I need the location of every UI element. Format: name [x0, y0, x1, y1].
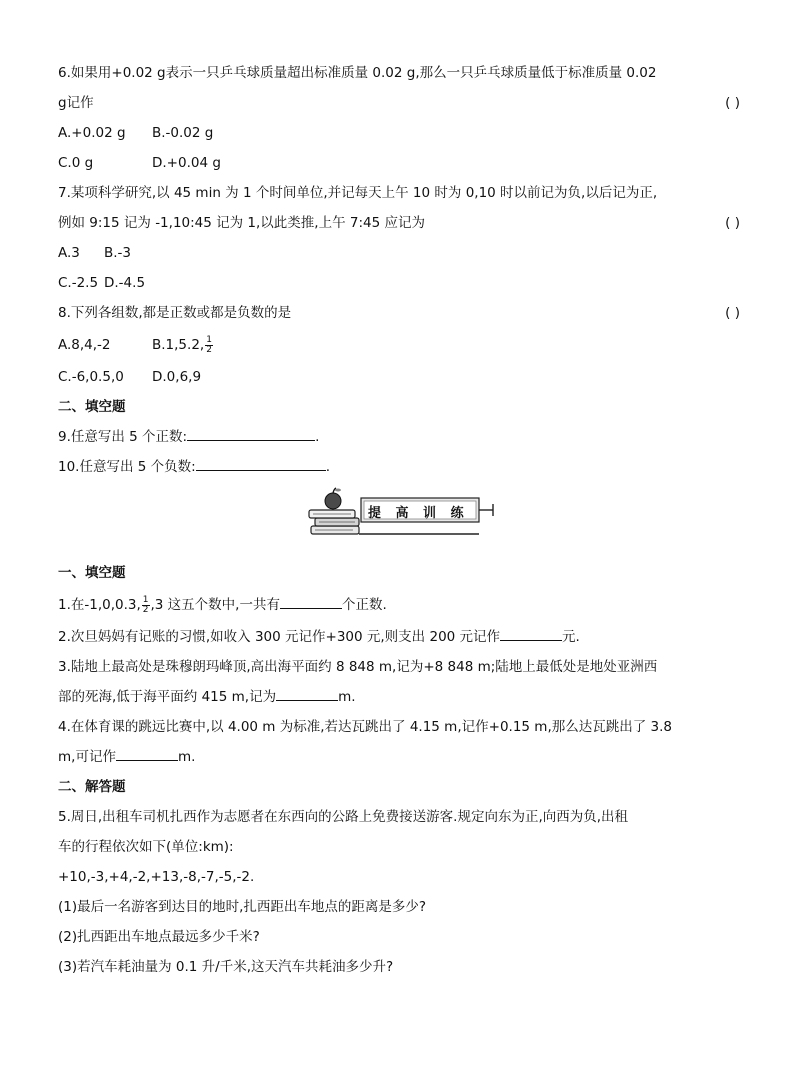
p4-end: m. [177, 749, 196, 765]
section-banner [58, 486, 740, 548]
q7-options-row2 [58, 268, 740, 298]
q8-line1-text: 8.下列各组数,都是正数或都是负数的是 [58, 305, 292, 321]
q8-option-d: D.0,6,9 [152, 369, 202, 385]
fraction-denominator: 2 [206, 344, 212, 355]
p3-answer-blank[interactable] [276, 686, 338, 701]
p4-line2 [58, 742, 740, 772]
fraction-numerator: 1 [206, 334, 212, 345]
worksheet-page [58, 58, 740, 982]
fraction-numerator: 1 [142, 594, 149, 605]
q7-option-a: A.3 [58, 245, 80, 261]
q8-options-row2 [58, 362, 740, 392]
p4-line2-text: m,可记作 [58, 749, 116, 765]
p1-line [58, 588, 740, 622]
q8-option-b-text: B.1,5.2, [152, 337, 205, 353]
p2-text: 2.次旦妈妈有记账的习惯,如收入 300 元记作+300 元,则支出 200 元记作 [58, 629, 501, 645]
q7-line1: 7.某项科学研究,以 45 min 为 1 个时间单位,并记每天上午 10 时为 0,10 时以前记为负,以后记为正, [58, 185, 658, 201]
p1-answer-blank[interactable] [280, 594, 342, 609]
q6-option-c: C.0 g [58, 155, 94, 171]
q10-end: . [325, 459, 330, 475]
q8-option-b [152, 328, 214, 362]
q6-option-b: B.-0.02 g [152, 125, 214, 141]
p5-sub3: (3)若汽车耗油量为 0.1 升/千米,这天汽车共耗油多少升? [58, 959, 394, 975]
q8-line1 [58, 298, 740, 328]
q7-option-d: D.-4.5 [104, 275, 146, 291]
p1-end: 个正数. [341, 597, 387, 613]
q6-option-a: A.+0.02 g [58, 125, 126, 141]
q6-options-row1 [58, 118, 740, 148]
banner-title: 提 高 训 练 [368, 506, 469, 521]
q9-answer-blank[interactable] [187, 426, 315, 441]
section-heading-fill-2: 一、填空题 [58, 565, 126, 581]
p3-end: m. [338, 689, 356, 705]
p4-line1: 4.在体育课的跳远比赛中,以 4.00 m 为标准,若达瓦跳出了 4.15 m,记作+0.15 m,那么达瓦跳出了 3.8 [58, 719, 672, 735]
p2-end: 元. [562, 629, 580, 645]
p2-answer-blank[interactable] [500, 626, 562, 641]
q6-line2 [58, 88, 740, 118]
q7-option-b: B.-3 [104, 245, 132, 261]
section-heading-fill-1: 二、填空题 [58, 399, 126, 415]
q6-option-d: D.+0.04 g [152, 155, 221, 171]
p5-line3: +10,-3,+4,-2,+13,-8,-7,-5,-2. [58, 869, 255, 885]
q8-option-b-fraction [205, 336, 213, 355]
q9-text: 9.任意写出 5 个正数: [58, 429, 188, 445]
q8-options-row1 [58, 328, 740, 362]
section-heading-solve: 二、解答题 [58, 779, 126, 795]
p5-sub1: (1)最后一名游客到达目的地时,扎西距出车地点的距离是多少? [58, 899, 427, 915]
q8-answer-paren: ( ) [725, 305, 740, 321]
q10-text: 10.任意写出 5 个负数: [58, 459, 196, 475]
p4-answer-blank[interactable] [116, 746, 178, 761]
p3-line2 [58, 682, 740, 712]
p2-line [58, 622, 740, 652]
q8-option-a: A.8,4,-2 [58, 337, 111, 353]
q10-line [58, 452, 740, 482]
q7-answer-paren: ( ) [725, 215, 740, 231]
q7-line2 [58, 208, 740, 238]
p1-fraction [142, 596, 150, 615]
p5-line1: 5.周日,出租车司机扎西作为志愿者在东西向的公路上免费接送游客.规定向东为正,向西为负,出租 [58, 809, 629, 825]
q9-line [58, 422, 740, 452]
q7-line2-text: 例如 9:15 记为 -1,10:45 记为 1,以此类推,上午 7:45 应记为 [58, 215, 425, 231]
q6-line1: 6.如果用+0.02 g表示一只乒乓球质量超出标准质量 0.02 g,那么一只乒乓球质量低于标准质量 0.02 [58, 65, 657, 81]
q10-answer-blank[interactable] [196, 456, 326, 471]
fraction-denominator: 2 [142, 604, 149, 615]
q7-options-row1 [58, 238, 740, 268]
q7-option-c: C.-2.5 [58, 275, 99, 291]
p1-prefix: 1.在-1,0,0.3, [58, 597, 141, 613]
p3-line1: 3.陆地上最高处是珠穆朗玛峰顶,高出海平面约 8 848 m,记为+8 848 m;陆地上最低处是地处亚洲西 [58, 659, 658, 675]
p1-middle: ,3 这五个数中,一共有 [150, 597, 280, 613]
q6-options-row2 [58, 148, 740, 178]
p5-sub2: (2)扎西距出车地点最远多少千米? [58, 929, 260, 945]
q6-answer-paren: ( ) [725, 95, 740, 111]
q6-line2-text: g记作 [58, 95, 94, 111]
q8-option-c: C.-6,0.5,0 [58, 369, 124, 385]
p3-line2-text: 部的死海,低于海平面约 415 m,记为 [58, 689, 277, 705]
p5-line2: 车的行程依次如下(单位:km): [58, 839, 234, 855]
q9-end: . [315, 429, 320, 445]
